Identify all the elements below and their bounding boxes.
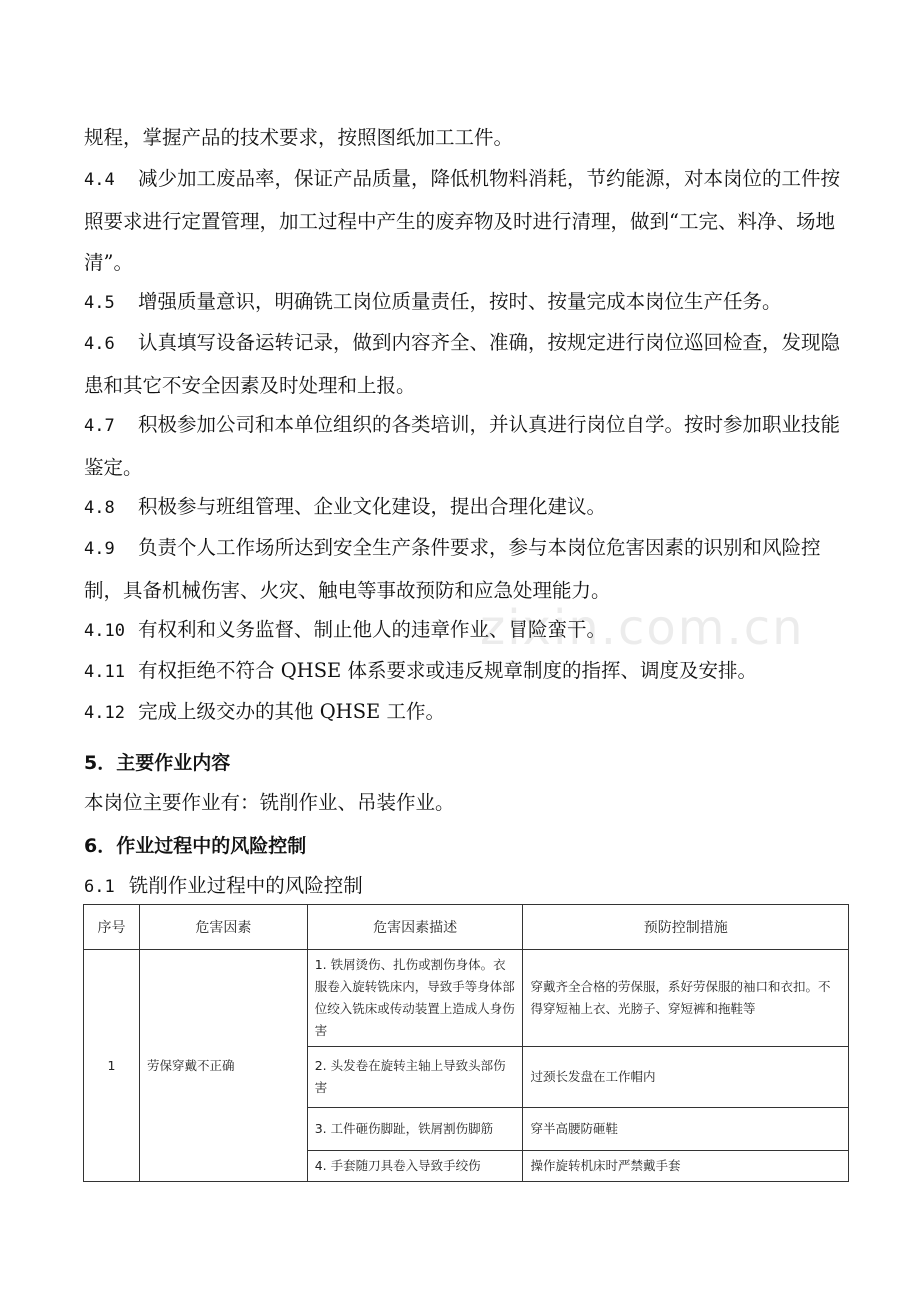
paragraph-text: 减少加工废品率，保证产品质量，降低机物料消耗，节约能源，对本岗位的工件按照要求进行定置管理，加工过程中产生的废弃物及时进行清理，做到“工完、料净、场地清”。 (84, 167, 841, 274)
section-6-heading: 6．作业过程中的风险控制 (84, 835, 307, 857)
watermark: zixin.com.cn (480, 600, 805, 656)
hazard-description: 3. 工件砸伤脚趾，铁屑割伤脚筋 (307, 1108, 523, 1151)
hazard-factor: 劳保穿戴不正确 (139, 950, 307, 1182)
paragraph-text: 负责个人工作场所达到安全生产条件要求，参与本岗位危害因素的识别和风险控制，具备机械伤害、火灾、触电等事故预防和应急处理能力。 (84, 536, 821, 602)
paragraph-number: 4.9 (84, 539, 115, 559)
paragraph-text: 积极参与班组管理、企业文化建设，提出合理化建议。 (138, 495, 607, 518)
subsection-title: 铣削作业过程中的风险控制 (128, 874, 363, 897)
header-measure: 预防控制措施 (523, 905, 849, 950)
paragraph-4-6 (84, 322, 854, 406)
paragraph-4-11 (84, 650, 854, 693)
paragraph-text: 认真填写设备运转记录，做到内容齐全、准确，按规定进行岗位巡回检查，发现隐患和其它不安全因素及时处理和上报。 (84, 331, 841, 397)
paragraph-4-12 (84, 691, 854, 734)
paragraph-4-8 (84, 486, 854, 529)
paragraph-number: 4.12 (84, 703, 125, 723)
paragraph-number: 4.6 (84, 334, 115, 354)
header-no: 序号 (84, 905, 140, 950)
paragraph-text: 增强质量意识，明确铣工岗位质量责任，按时、按量完成本岗位生产任务。 (138, 290, 782, 313)
row-number: 1 (84, 950, 140, 1182)
paragraph-4-4 (84, 158, 854, 283)
control-measure: 操作旋转机床时严禁戴手套 (523, 1151, 849, 1182)
paragraph-text: 有权利和义务监督、制止他人的违章作业、冒险蛮干。 (138, 618, 607, 641)
control-measure: 穿戴齐全合格的劳保服，系好劳保服的袖口和衣扣。不得穿短袖上衣、光膀子、穿短裤和拖鞋等 (523, 950, 849, 1047)
paragraph-number: 4.10 (84, 621, 125, 641)
paragraph-4-7 (84, 404, 854, 488)
paragraph-text: 规程，掌握产品的技术要求，按照图纸加工工件。 (84, 126, 514, 149)
paragraph-text: 完成上级交办的其他 QHSE 工作。 (138, 700, 445, 723)
paragraph-text: 有权拒绝不符合 QHSE 体系要求或违反规章制度的指挥、调度及安排。 (138, 659, 757, 682)
header-description: 危害因素描述 (307, 905, 523, 950)
section-5-text: 本岗位主要作业有：铣削作业、吊装作业。 (84, 791, 455, 814)
table-row (84, 950, 849, 1047)
paragraph-4-10 (84, 609, 854, 652)
risk-control-table (83, 904, 849, 1182)
control-measure: 过颈长发盘在工作帽内 (523, 1047, 849, 1108)
paragraph-number: 4.4 (84, 170, 115, 190)
hazard-description: 1. 铁屑烫伤、扎伤或割伤身体。衣服卷入旋转铣床内，导致手等身体部位绞入铣床或传动装置上造成人身伤害 (307, 950, 523, 1047)
paragraph-number: 4.5 (84, 293, 115, 313)
paragraph-number: 4.7 (84, 416, 115, 436)
control-measure: 穿半高腰防砸鞋 (523, 1108, 849, 1151)
hazard-description: 4. 手套随刀具卷入导致手绞伤 (307, 1151, 523, 1182)
hazard-description: 2. 头发卷在旋转主轴上导致头部伤害 (307, 1047, 523, 1108)
paragraph-cont (84, 117, 854, 158)
paragraph-number: 4.8 (84, 498, 115, 518)
section-6-1-heading (84, 871, 363, 902)
subsection-number: 6.1 (84, 877, 115, 897)
header-factor: 危害因素 (139, 905, 307, 950)
section-5-heading: 5．主要作业内容 (84, 752, 231, 774)
paragraph-number: 4.11 (84, 662, 125, 682)
table-header-row (84, 905, 849, 950)
paragraph-4-5 (84, 281, 854, 324)
paragraph-text: 积极参加公司和本单位组织的各类培训，并认真进行岗位自学。按时参加职业技能鉴定。 (84, 413, 841, 479)
paragraph-4-9 (84, 527, 854, 611)
